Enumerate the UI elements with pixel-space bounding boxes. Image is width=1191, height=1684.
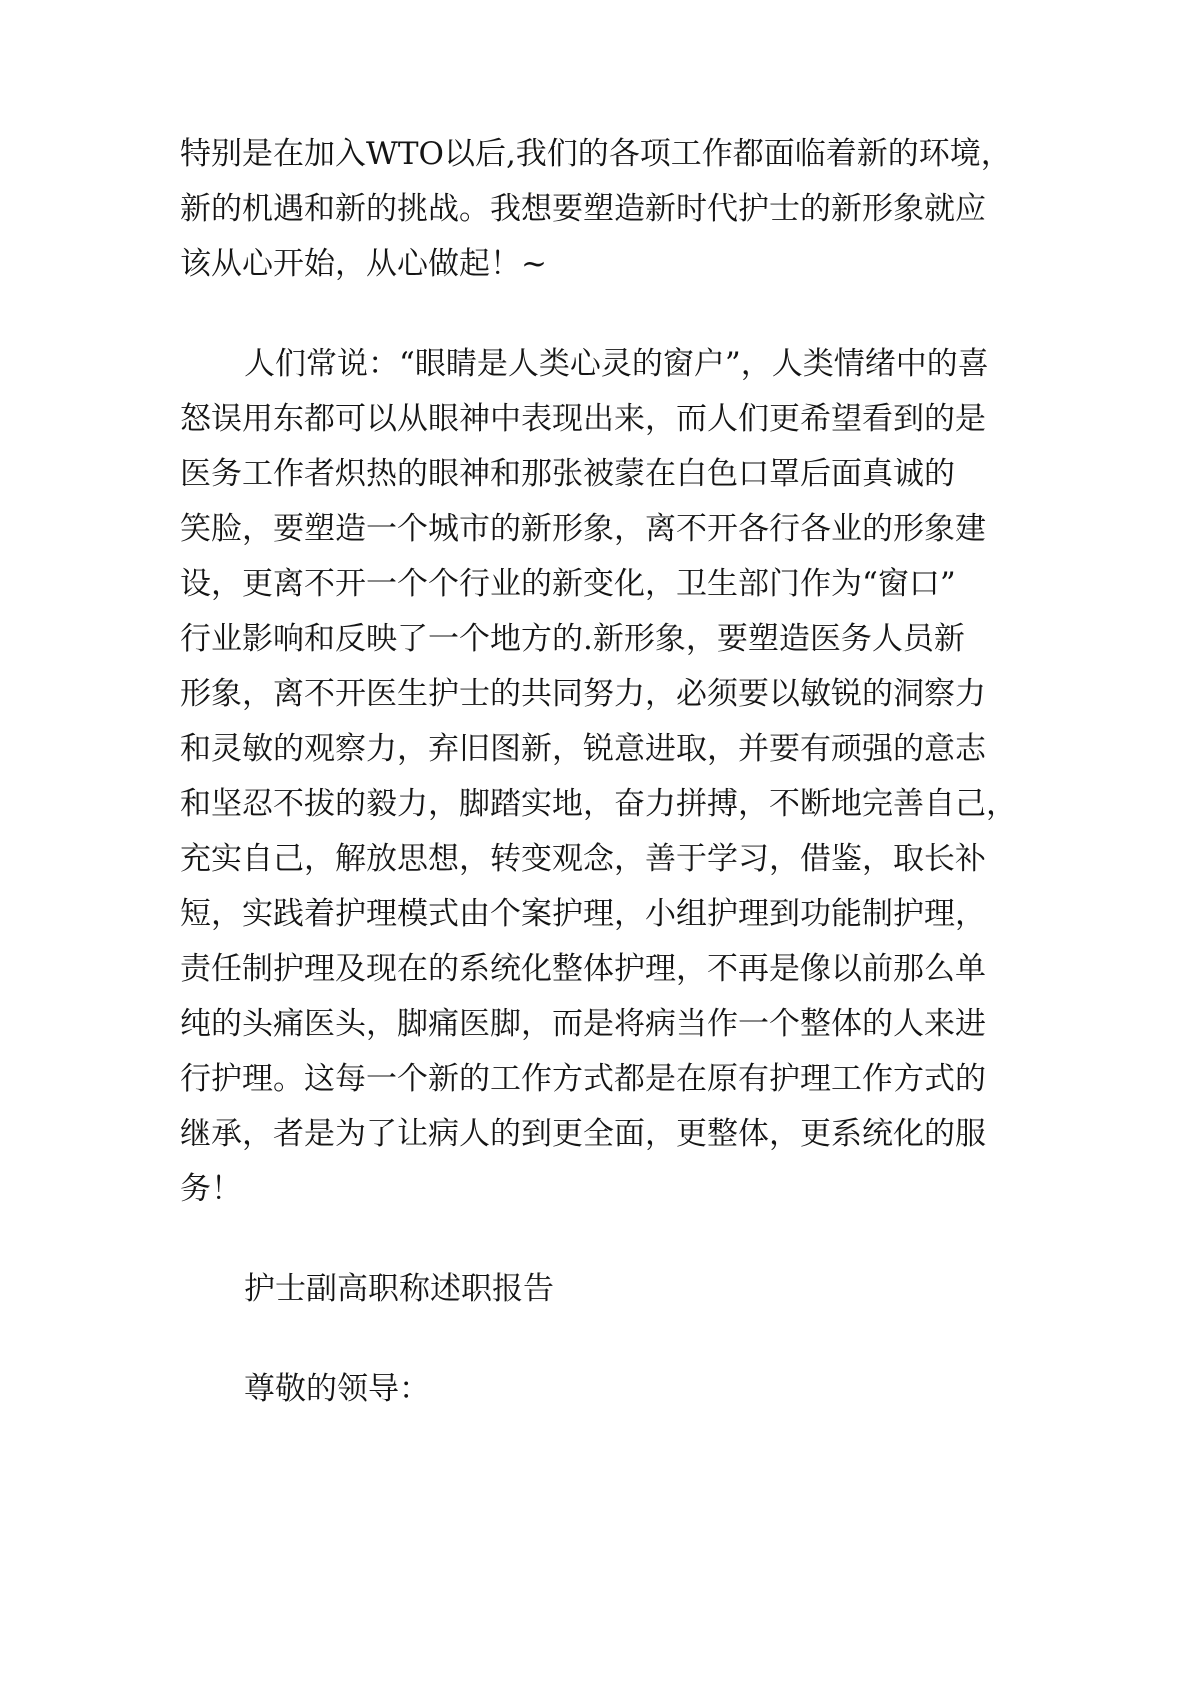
paragraph-2-line-9: 和坚忍不拔的毅力，脚踏实地，奋力拼搏，不断地完善自己， [180, 786, 1017, 822]
paragraph-2-line-13: 纯的头痛医头，脚痛医脚，而是将病当作一个整体的人来进 [180, 1006, 986, 1042]
paragraph-2-line-1: 人们常说：“眼睛是人类心灵的窗户”，人类情绪中的喜 [244, 346, 989, 382]
paragraph-1-line-1: 特别是在加入WTO以后,我们的各项工作都面临着新的环境， [180, 136, 1012, 172]
paragraph-2-line-10: 充实自己，解放思想，转变观念，善于学习，借鉴，取长补 [180, 841, 986, 877]
report-title: 护士副高职称述职报告 [244, 1271, 554, 1307]
paragraph-2-line-12: 责任制护理及现在的系统化整体护理，不再是像以前那么单 [180, 951, 986, 987]
paragraph-2-line-3: 医务工作者炽热的眼神和那张被蒙在白色口罩后面真诚的 [180, 456, 955, 492]
paragraph-2-line-7: 形象，离不开医生护士的共同努力，必须要以敏锐的洞察力 [180, 676, 986, 712]
paragraph-1-line-3: 该从心开始，从心做起！~ [180, 246, 547, 282]
paragraph-2-line-11: 短，实践着护理模式由个案护理，小组护理到功能制护理， [180, 896, 986, 932]
paragraph-2-line-2: 怒误用东都可以从眼神中表现出来，而人们更希望看到的是 [180, 401, 986, 437]
paragraph-2-line-8: 和灵敏的观察力，弃旧图新，锐意进取，并要有顽强的意志 [180, 731, 986, 767]
paragraph-1-line-2: 新的机遇和新的挑战。我想要塑造新时代护士的新形象就应 [180, 191, 986, 227]
paragraph-2-line-5: 设，更离不开一个个行业的新变化，卫生部门作为“窗口” [180, 566, 956, 602]
salutation: 尊敬的领导： [244, 1371, 430, 1407]
paragraph-2-line-15: 继承，者是为了让病人的到更全面，更整体，更系统化的服 [180, 1116, 986, 1152]
paragraph-2-line-14: 行护理。这每一个新的工作方式都是在原有护理工作方式的 [180, 1061, 986, 1097]
paragraph-2-line-6: 行业影响和反映了一个地方的.新形象，要塑造医务人员新 [180, 621, 965, 657]
paragraph-2-line-4: 笑脸，要塑造一个城市的新形象，离不开各行各业的形象建 [180, 511, 986, 547]
paragraph-2-line-16: 务！ [180, 1171, 242, 1207]
